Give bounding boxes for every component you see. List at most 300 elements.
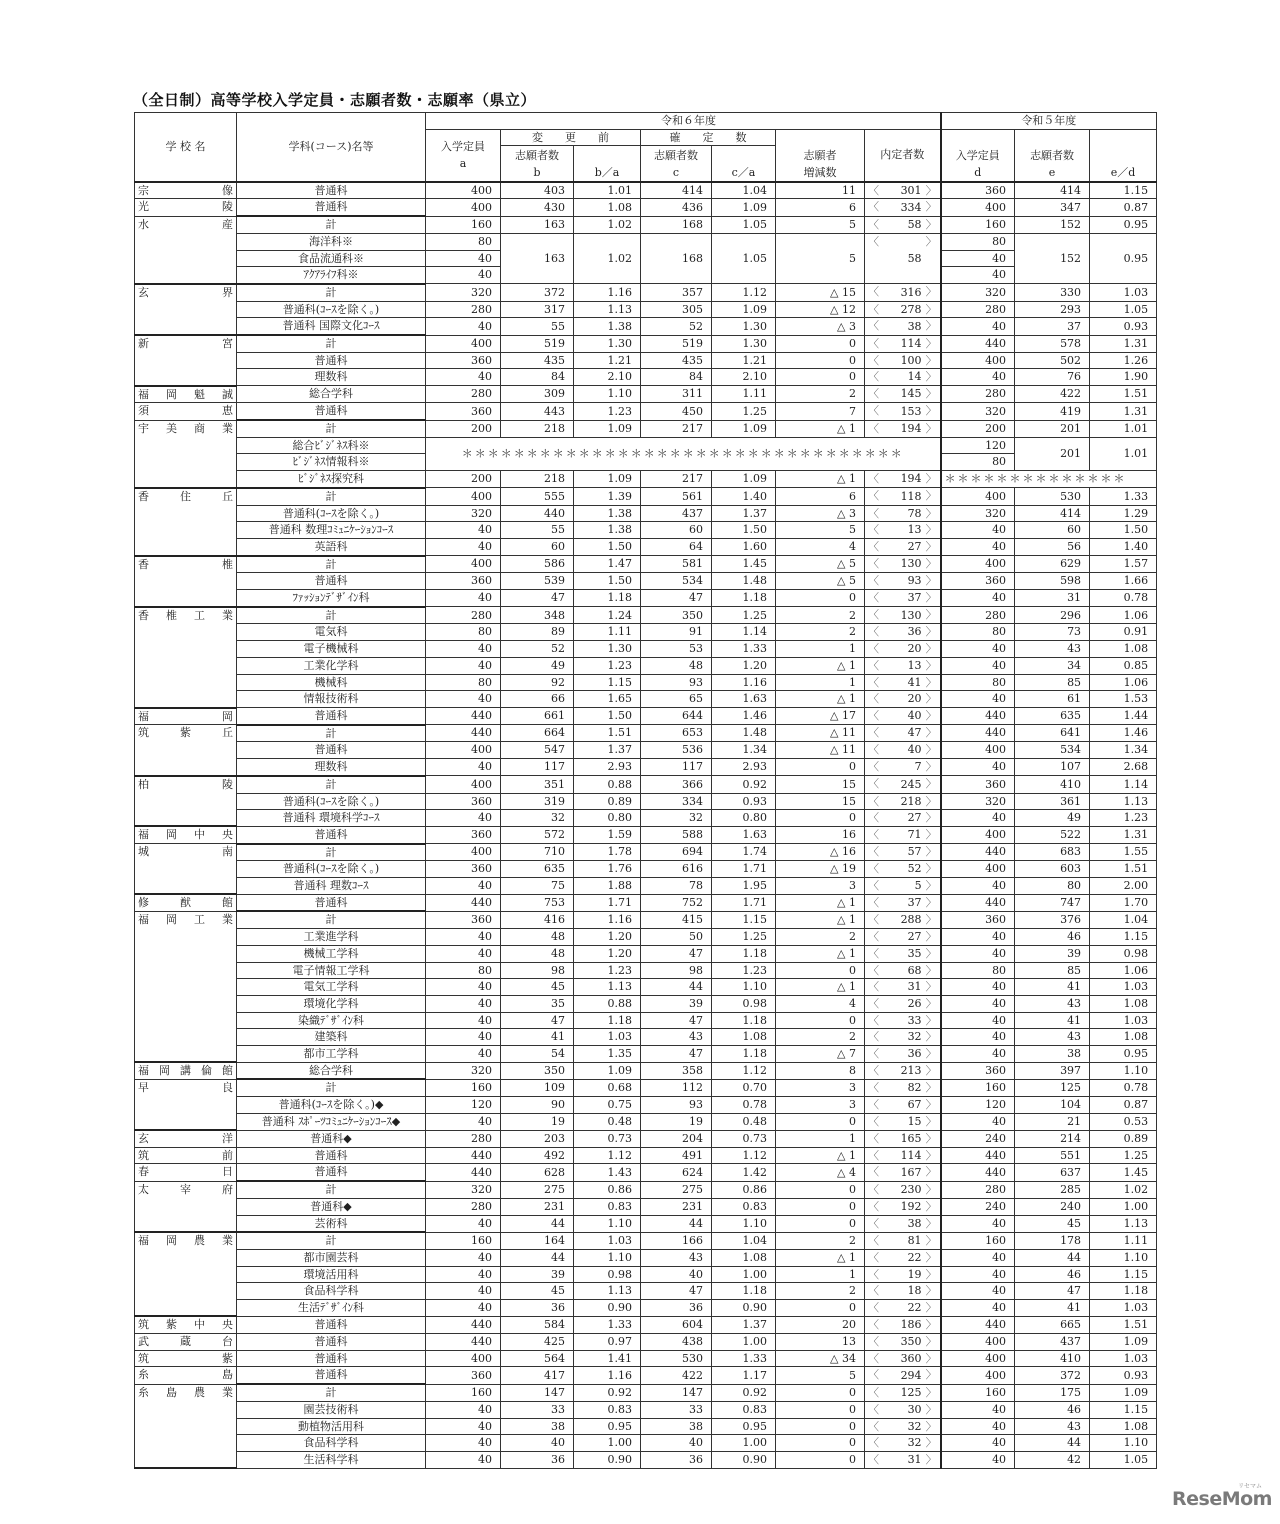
bracket-close: 〉	[925, 743, 937, 757]
table-row	[135, 759, 1157, 776]
bracket-close: 〉	[925, 183, 937, 197]
naitei-count	[865, 725, 941, 742]
header-capacity-d: 入学定員 d	[941, 129, 1015, 182]
capacity-d: 400	[941, 1367, 1015, 1384]
bracket-close: 〉	[925, 845, 937, 859]
bracket-close: 〉	[925, 1317, 937, 1331]
naitei-count	[865, 1215, 941, 1232]
ratio-ca: 1.18	[712, 1012, 776, 1029]
applicant-diff: △ 1	[776, 471, 865, 488]
dept-name: 普通科	[237, 403, 426, 420]
capacity-d: 200	[941, 420, 1015, 437]
ratio-ca: 1.00	[712, 1266, 776, 1283]
dept-name: ｱｸｱﾗｲﾌ科※	[237, 267, 426, 284]
applicants-c: 366	[641, 776, 712, 793]
bracket-close: 〉	[925, 539, 937, 553]
applicants-e: 41	[1015, 1012, 1090, 1029]
bracket-close: 〉	[925, 1047, 937, 1061]
ratio-ba: 0.68	[574, 1079, 641, 1096]
bracket-open: 〈	[868, 811, 879, 825]
applicant-diff: △ 1	[776, 894, 865, 911]
bracket-open: 〈	[868, 980, 879, 994]
capacity-a: 440	[426, 725, 501, 742]
capacity-d: 360	[941, 1062, 1015, 1079]
applicants-e: 47	[1015, 1283, 1090, 1300]
bracket-close: 〉	[925, 1182, 937, 1196]
ratio-ba: 1.21	[574, 352, 641, 369]
applicant-diff: 8	[776, 1062, 865, 1079]
applicants-b: 98	[501, 962, 574, 979]
ratio-ba: 1.12	[574, 1147, 641, 1164]
naitei-count	[865, 1079, 941, 1096]
naitei-count	[865, 1451, 941, 1468]
bracket-open: 〈	[868, 1402, 879, 1416]
applicants-b: 443	[501, 403, 574, 420]
ratio-ed: 0.78	[1090, 590, 1157, 607]
bracket-open: 〈	[868, 1385, 879, 1399]
applicants-e: 330	[1015, 284, 1090, 301]
capacity-a: 40	[426, 250, 501, 267]
ratio-ca: 1.09	[712, 471, 776, 488]
ratio-ba: 1.51	[574, 725, 641, 742]
ratio-ed: 0.87	[1090, 1097, 1157, 1114]
dept-name: 計	[237, 844, 426, 861]
applicants-b: 36	[501, 1451, 574, 1468]
applicants-e: 37	[1015, 318, 1090, 335]
naitei-count	[865, 1232, 941, 1249]
naitei-count	[865, 420, 941, 437]
ratio-ca: 0.92	[712, 776, 776, 793]
applicants-b: 218	[501, 471, 574, 488]
applicants-b: 628	[501, 1164, 574, 1181]
naitei-value: 38	[907, 319, 922, 333]
applicants-b: 203	[501, 1130, 574, 1147]
applicants-e: 152	[1015, 216, 1090, 233]
applicant-diff: 6	[776, 488, 865, 505]
naitei-value: 40	[907, 743, 922, 757]
header-ratio-ba: b／a	[574, 146, 641, 182]
applicants-e: 522	[1015, 826, 1090, 843]
bracket-open: 〈	[868, 234, 879, 248]
bracket-close: 〉	[925, 895, 937, 909]
capacity-a: 160	[426, 216, 501, 233]
applicants-b: 635	[501, 861, 574, 878]
bracket-open: 〈	[868, 404, 879, 418]
capacity-a: 360	[426, 861, 501, 878]
applicants-c: 422	[641, 1367, 712, 1384]
ratio-ed: 1.13	[1090, 793, 1157, 810]
dept-name: 普通科(ｺｰｽを除く。)	[237, 861, 426, 878]
ratio-ca: 1.30	[712, 318, 776, 335]
dept-name: 総合学科	[237, 1062, 426, 1079]
bracket-open: 〈	[868, 1047, 879, 1061]
header-dept: 学科(コース)名等	[237, 113, 426, 182]
table-row	[135, 945, 1157, 962]
dept-name: 計	[237, 911, 426, 928]
table-row	[135, 1334, 1157, 1351]
applicants-b: 416	[501, 911, 574, 928]
applicants-b: 753	[501, 894, 574, 911]
table-row	[135, 911, 1157, 928]
table-row	[135, 861, 1157, 878]
ratio-ed: 0.93	[1090, 1367, 1157, 1384]
ratio-ba: 0.95	[574, 1418, 641, 1435]
applicant-diff: △ 3	[776, 318, 865, 335]
applicants-b: 44	[501, 1215, 574, 1232]
bracket-open: 〈	[868, 557, 879, 571]
bracket-close: 〉	[925, 1233, 937, 1247]
applicants-e: 60	[1015, 522, 1090, 539]
ratio-ed: 0.87	[1090, 199, 1157, 216]
ratio-ba: 0.90	[574, 1300, 641, 1317]
ratio-ba: 1.50	[574, 708, 641, 725]
applicants-b: 350	[501, 1062, 574, 1079]
applicants-e: 502	[1015, 352, 1090, 369]
table-row	[135, 1164, 1157, 1181]
applicant-diff: 7	[776, 403, 865, 420]
applicant-diff: 0	[776, 759, 865, 776]
ratio-ba: 1.18	[574, 590, 641, 607]
ratio-ba: 1.13	[574, 1283, 641, 1300]
bracket-open: 〈	[868, 1148, 879, 1162]
table-row	[135, 1215, 1157, 1232]
ratio-ba: 1.30	[574, 641, 641, 658]
applicants-e: 43	[1015, 1029, 1090, 1046]
capacity-d: 40	[941, 810, 1015, 827]
applicants-b: 430	[501, 199, 574, 216]
dept-name: 普通科(ｺｰｽを除く。)	[237, 505, 426, 522]
capacity-a: 400	[426, 844, 501, 861]
capacity-a: 40	[426, 995, 501, 1012]
capacity-a: 440	[426, 1334, 501, 1351]
capacity-d: 40	[941, 1113, 1015, 1130]
naitei-count	[865, 793, 941, 810]
dept-name: 計	[237, 284, 426, 301]
bracket-open: 〈	[868, 302, 879, 316]
capacity-a: 400	[426, 335, 501, 352]
applicants-b: 44	[501, 1250, 574, 1267]
table-row	[135, 776, 1157, 793]
naitei-count	[865, 538, 941, 555]
dept-name: 計	[237, 1181, 426, 1198]
capacity-d: 280	[941, 1181, 1015, 1198]
table-row	[135, 301, 1157, 318]
ratio-ca: 1.48	[712, 725, 776, 742]
header-row-1	[135, 113, 1157, 130]
applicants-e: 34	[1015, 657, 1090, 674]
applicant-diff: 2	[776, 1283, 865, 1300]
header-r6: 令和６年度	[426, 113, 941, 130]
applicant-diff: △ 11	[776, 742, 865, 759]
capacity-d: 400	[941, 488, 1015, 505]
applicants-b: 39	[501, 1266, 574, 1283]
applicants-c: 644	[641, 708, 712, 725]
applicants-b: 584	[501, 1316, 574, 1333]
dept-name: 普通科	[237, 826, 426, 843]
capacity-d: 40	[941, 590, 1015, 607]
ratio-ed: 1.90	[1090, 369, 1157, 386]
capacity-d: 400	[941, 352, 1015, 369]
naitei-value: 125	[900, 1385, 922, 1399]
naitei-count	[865, 199, 941, 216]
applicants-e: 293	[1015, 301, 1090, 318]
applicants-b: 19	[501, 1113, 574, 1130]
naitei-value: 194	[900, 421, 922, 435]
ratio-ca: 0.90	[712, 1300, 776, 1317]
applicants-c: 84	[641, 369, 712, 386]
bracket-close: 〉	[925, 1284, 937, 1298]
applicants-e: 46	[1015, 929, 1090, 946]
naitei-count	[865, 911, 941, 928]
capacity-d: 280	[941, 386, 1015, 403]
table-row	[135, 674, 1157, 691]
naitei-count	[865, 1300, 941, 1317]
naitei-value: 245	[900, 777, 922, 791]
naitei-value: 52	[907, 862, 922, 876]
ratio-ed: 1.10	[1090, 1062, 1157, 1079]
school-name: 福岡農業	[135, 1232, 237, 1316]
capacity-a: 40	[426, 538, 501, 555]
capacity-a: 40	[426, 522, 501, 539]
applicants-c: 43	[641, 1250, 712, 1267]
capacity-a: 200	[426, 420, 501, 437]
bracket-close: 〉	[925, 1080, 937, 1094]
capacity-d: 40	[941, 657, 1015, 674]
ratio-ba: 1.03	[574, 1029, 641, 1046]
table-row	[135, 505, 1157, 522]
school-name: 筑 前	[135, 1147, 237, 1164]
applicants-e: 422	[1015, 386, 1090, 403]
applicants-e: 43	[1015, 1418, 1090, 1435]
naitei-value: 20	[907, 692, 922, 706]
bracket-open: 〈	[868, 1436, 879, 1450]
header-applicants-e: 志願者数 e	[1015, 129, 1090, 182]
applicants-e: 31	[1015, 590, 1090, 607]
bracket-close: 〉	[925, 285, 937, 299]
ratio-ba: 0.86	[574, 1181, 641, 1198]
ratio-ca: 1.63	[712, 826, 776, 843]
bracket-open: 〈	[868, 387, 879, 401]
school-name: 春 日	[135, 1164, 237, 1181]
ratio-ca: 1.14	[712, 624, 776, 641]
ratio-ba: 0.90	[574, 1451, 641, 1468]
bracket-open: 〈	[868, 608, 879, 622]
applicants-c: 65	[641, 691, 712, 708]
naitei-value: 14	[907, 370, 922, 384]
dept-name: 工業進学科	[237, 929, 426, 946]
naitei-value: 5	[914, 879, 922, 893]
ratio-ca: 0.80	[712, 810, 776, 827]
bracket-open: 〈	[868, 523, 879, 537]
naitei-count	[865, 318, 941, 335]
table-row	[135, 995, 1157, 1012]
school-name: 福岡工業	[135, 911, 237, 1062]
naitei-value: 93	[907, 574, 922, 588]
naitei-count	[865, 573, 941, 590]
naitei-count	[865, 826, 941, 843]
bracket-open: 〈	[868, 946, 879, 960]
ratio-ca: 1.08	[712, 1250, 776, 1267]
table-row	[135, 1198, 1157, 1215]
capacity-a: 320	[426, 1062, 501, 1079]
applicants-e: 104	[1015, 1097, 1090, 1114]
ratio-ba: 1.65	[574, 691, 641, 708]
table-row	[135, 471, 1157, 488]
capacity-a: 200	[426, 471, 501, 488]
naitei-count	[865, 403, 941, 420]
applicant-diff: △ 1	[776, 979, 865, 996]
naitei-value: 334	[900, 200, 922, 214]
ratio-ed: 2.68	[1090, 759, 1157, 776]
applicants-b: 84	[501, 369, 574, 386]
capacity-d: 400	[941, 826, 1015, 843]
bracket-close: 〉	[925, 1165, 937, 1179]
table-row	[135, 1266, 1157, 1283]
applicant-diff: △ 5	[776, 573, 865, 590]
applicant-diff: 1	[776, 1266, 865, 1283]
ratio-ed: 1.31	[1090, 826, 1157, 843]
capacity-d: 400	[941, 1350, 1015, 1367]
naitei-value: 31	[907, 1452, 922, 1466]
bracket-close: 〉	[925, 658, 937, 672]
dept-name: 計	[237, 776, 426, 793]
naitei-value: 114	[900, 1148, 922, 1162]
applicant-diff: △ 17	[776, 708, 865, 725]
applicants-e: 397	[1015, 1062, 1090, 1079]
ratio-ed: 0.95	[1090, 216, 1157, 233]
applicants-b: 586	[501, 556, 574, 573]
bracket-open: 〈	[868, 862, 879, 876]
bracket-close: 〉	[925, 1199, 937, 1213]
dept-name: 普通科◆	[237, 1130, 426, 1147]
applicant-diff: 1	[776, 1130, 865, 1147]
applicants-c: 694	[641, 844, 712, 861]
table-row	[135, 878, 1157, 895]
table-row	[135, 1283, 1157, 1300]
capacity-a: 360	[426, 911, 501, 928]
table-row	[135, 1232, 1157, 1249]
table-row	[135, 1029, 1157, 1046]
applicants-b: 55	[501, 318, 574, 335]
ratio-ca: 1.23	[712, 962, 776, 979]
naitei-value: 71	[907, 828, 922, 842]
applicants-b: 90	[501, 1097, 574, 1114]
ratio-ca: 1.18	[712, 945, 776, 962]
ratio-ed: 1.31	[1090, 335, 1157, 352]
dept-name: 電気科	[237, 624, 426, 641]
dept-name: 英語科	[237, 538, 426, 555]
bracket-close: 〉	[925, 642, 937, 656]
ratio-ba: 1.09	[574, 420, 641, 437]
ratio-ba: 1.16	[574, 1367, 641, 1384]
ratio-ca: 0.73	[712, 1130, 776, 1147]
applicants-b: 48	[501, 945, 574, 962]
applicants-c: 117	[641, 759, 712, 776]
applicant-diff: 0	[776, 1300, 865, 1317]
ratio-ca: 1.30	[712, 335, 776, 352]
ratio-ed: 1.50	[1090, 522, 1157, 539]
dept-name: 食品科学科	[237, 1435, 426, 1452]
naitei-count	[865, 861, 941, 878]
ratio-ed: 1.34	[1090, 742, 1157, 759]
ratio-ba: 0.75	[574, 1097, 641, 1114]
applicants-b: 45	[501, 979, 574, 996]
naitei-value: 165	[900, 1131, 922, 1145]
applicants-e: 44	[1015, 1250, 1090, 1267]
capacity-a: 360	[426, 352, 501, 369]
applicants-e: 45	[1015, 1215, 1090, 1232]
ratio-ca: 1.00	[712, 1435, 776, 1452]
ratio-ed: 1.26	[1090, 352, 1157, 369]
naitei-value: 27	[907, 811, 922, 825]
capacity-a: 360	[426, 573, 501, 590]
capacity-a: 40	[426, 1451, 501, 1468]
bracket-open: 〈	[868, 912, 879, 926]
naitei-count	[865, 1418, 941, 1435]
naitei-value: 32	[907, 1419, 922, 1433]
applicants-b: 710	[501, 844, 574, 861]
bracket-close: 〉	[925, 1368, 937, 1382]
applicants-c: 47	[641, 945, 712, 962]
applicants-c: 166	[641, 1232, 712, 1249]
capacity-d: 400	[941, 199, 1015, 216]
table-row	[135, 826, 1157, 843]
applicants-b: 55	[501, 522, 574, 539]
capacity-a: 40	[426, 1283, 501, 1300]
naitei-count	[865, 1250, 941, 1267]
naitei-count	[865, 962, 941, 979]
ratio-ca: 1.09	[712, 420, 776, 437]
dept-name: 工業化学科	[237, 657, 426, 674]
ratio-ba: 1.08	[574, 199, 641, 216]
naitei-count	[865, 488, 941, 505]
applicants-c: 40	[641, 1266, 712, 1283]
naitei-value: 31	[907, 980, 922, 994]
naitei-value: 22	[907, 1251, 922, 1264]
table-row	[135, 793, 1157, 810]
ratio-ba: 1.16	[574, 911, 641, 928]
ratio-ba: 1.16	[574, 284, 641, 301]
ratio-ba: 1.01	[574, 182, 641, 199]
applicants-c: 414	[641, 182, 712, 199]
ratio-ba: 1.23	[574, 403, 641, 420]
applicant-diff: 0	[776, 1113, 865, 1130]
bracket-close: 〉	[925, 404, 937, 418]
dept-name: 普通科	[237, 1350, 426, 1367]
bracket-close: 〉	[925, 760, 937, 774]
bracket-open: 〈	[868, 1063, 879, 1077]
capacity-d: 80	[941, 962, 1015, 979]
bracket-close: 〉	[925, 862, 937, 876]
applicants-c: 358	[641, 1062, 712, 1079]
table-row	[135, 1350, 1157, 1367]
ratio-ba: 1.02	[574, 233, 641, 284]
applicant-diff: 0	[776, 1451, 865, 1468]
naitei-count	[865, 708, 941, 725]
dept-name: 計	[237, 607, 426, 624]
applicants-c: 217	[641, 420, 712, 437]
ratio-ca: 1.25	[712, 607, 776, 624]
school-name: 武 蔵 台	[135, 1334, 237, 1351]
naitei-value: 301	[900, 183, 922, 197]
naitei-value: 350	[900, 1335, 922, 1349]
ratio-ca: 1.71	[712, 861, 776, 878]
applicants-c: 91	[641, 624, 712, 641]
capacity-d: 440	[941, 1164, 1015, 1181]
school-name: 水 産	[135, 216, 237, 284]
capacity-d: 440	[941, 335, 1015, 352]
naitei-value: 278	[900, 302, 922, 316]
